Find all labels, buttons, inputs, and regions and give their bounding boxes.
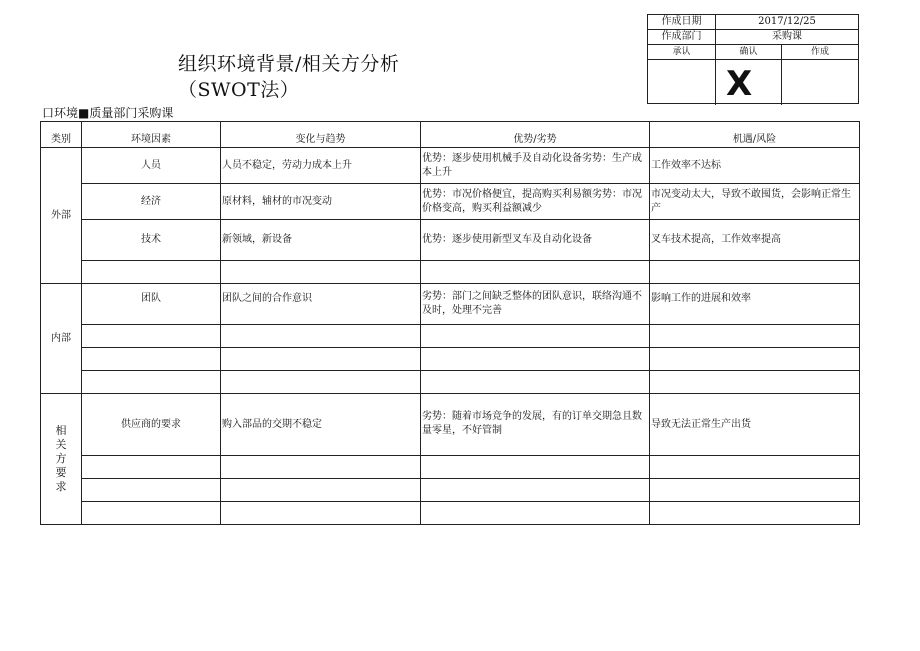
table-row [41,394,860,456]
change-cell: 团队之间的合作意识 [221,284,421,325]
header-row [41,122,860,148]
empty-cell [221,371,421,394]
header-opportunity-risk: 机遇/风险 [650,122,860,148]
empty-cell [421,502,650,525]
empty-cell [421,325,650,348]
empty-cell [221,325,421,348]
opportunity-risk-cell: 工作效率不达标 [650,148,860,184]
empty-cell [82,456,221,479]
table-row-empty [41,371,860,394]
strength-weakness-cell: 劣势：部门之间缺乏整体的团队意识，联络沟通不及时，处理不完善 [421,284,650,325]
header-factor: 环境因素 [82,122,221,148]
table-row-empty [41,325,860,348]
empty-cell [650,348,860,371]
empty-cell [221,502,421,525]
swot-table [40,121,860,525]
table-row [41,184,860,220]
dept-label: 作成部门 [648,30,716,44]
table-row [41,148,860,184]
table-row-empty [41,261,860,284]
table-row-empty [41,348,860,371]
table-row-empty [41,502,860,525]
empty-cell [82,348,221,371]
factor-cell: 人员 [82,148,221,184]
signature-confirm-col [716,45,782,105]
empty-cell [650,325,860,348]
empty-cell [650,502,860,525]
change-cell: 人员不稳定，劳动力成本上升 [221,148,421,184]
approval-dept-row [648,30,858,45]
opportunity-risk-cell: 导致无法正常生产出货 [650,394,860,456]
approval-date-row [648,15,858,30]
category-stakeholders-label [42,424,80,494]
empty-cell [221,348,421,371]
category-stakeholders-char: 关 [55,438,67,451]
page-title: 组织环境背景/相关方分析（SWOT法） [178,53,400,101]
empty-cell [421,348,650,371]
approval-box [647,14,859,104]
empty-cell [650,371,860,394]
factor-cell: 技术 [82,220,221,261]
check-mark: X [726,64,753,104]
empty-cell [82,261,221,284]
category-stakeholders-char: 要 [55,466,67,479]
empty-cell [421,371,650,394]
strength-weakness-cell: 优势：逐步使用机械手及自动化设备劣势：生产成本上升 [421,148,650,184]
empty-cell [650,261,860,284]
factor-cell: 经济 [82,184,221,220]
factor-cell: 团队 [82,284,221,325]
strength-weakness-cell: 优势：逐步使用新型叉车及自动化设备 [421,220,650,261]
table-row [41,220,860,261]
table-row-empty [41,479,860,502]
category-stakeholders [41,394,82,525]
change-cell: 原材料，辅材的市况变动 [221,184,421,220]
change-cell: 购入部品的交期不稳定 [221,394,421,456]
header-strength-weakness: 优势/劣势 [421,122,650,148]
category-stakeholders-char: 求 [55,480,67,493]
empty-cell [82,325,221,348]
confirm-label: 确认 [716,45,781,60]
signature-grid [648,45,858,105]
dept-value: 采购课 [772,31,802,42]
empty-cell [82,371,221,394]
empty-cell [82,479,221,502]
opportunity-risk-cell: 叉车技术提高，工作效率提高 [650,220,860,261]
strength-weakness-cell: 优势：市况价格便宜，提高购买利易额劣势：市况价格变高，购买利益额减少 [421,184,650,220]
factor-cell: 供应商的要求 [82,394,221,456]
signature-approve-col [648,45,716,105]
empty-cell [221,456,421,479]
category-stakeholders-char: 相 [55,424,67,437]
empty-cell [221,479,421,502]
table-row [41,284,860,325]
empty-cell [421,456,650,479]
empty-cell [650,456,860,479]
category-stakeholders-char: 方 [55,452,67,465]
date-value: 2017/12/25 [758,16,816,27]
change-cell: 新领域，新设备 [221,220,421,261]
empty-cell [421,261,650,284]
date-label: 作成日期 [648,15,716,29]
empty-cell [82,502,221,525]
empty-cell [650,479,860,502]
strength-weakness-cell: 劣势：随着市场竞争的发展，有的订单交期急且数量零星，不好管制 [421,394,650,456]
opportunity-risk-cell: 市况变动太大，导致不敢囤货，会影响正常生产 [650,184,860,220]
signature-author-col [782,45,858,105]
empty-cell [421,479,650,502]
empty-cell [221,261,421,284]
section-subheading: 口环境■质量部门采购课 [42,106,174,120]
category-external: 外部 [41,148,82,284]
table-row-empty [41,456,860,479]
header-category: 类别 [41,122,82,148]
category-internal: 内部 [41,284,82,394]
opportunity-risk-cell: 影响工作的进展和效率 [650,284,860,325]
approve-label: 承认 [648,45,715,60]
author-label: 作成 [782,45,858,60]
header-change: 变化与趋势 [221,122,421,148]
